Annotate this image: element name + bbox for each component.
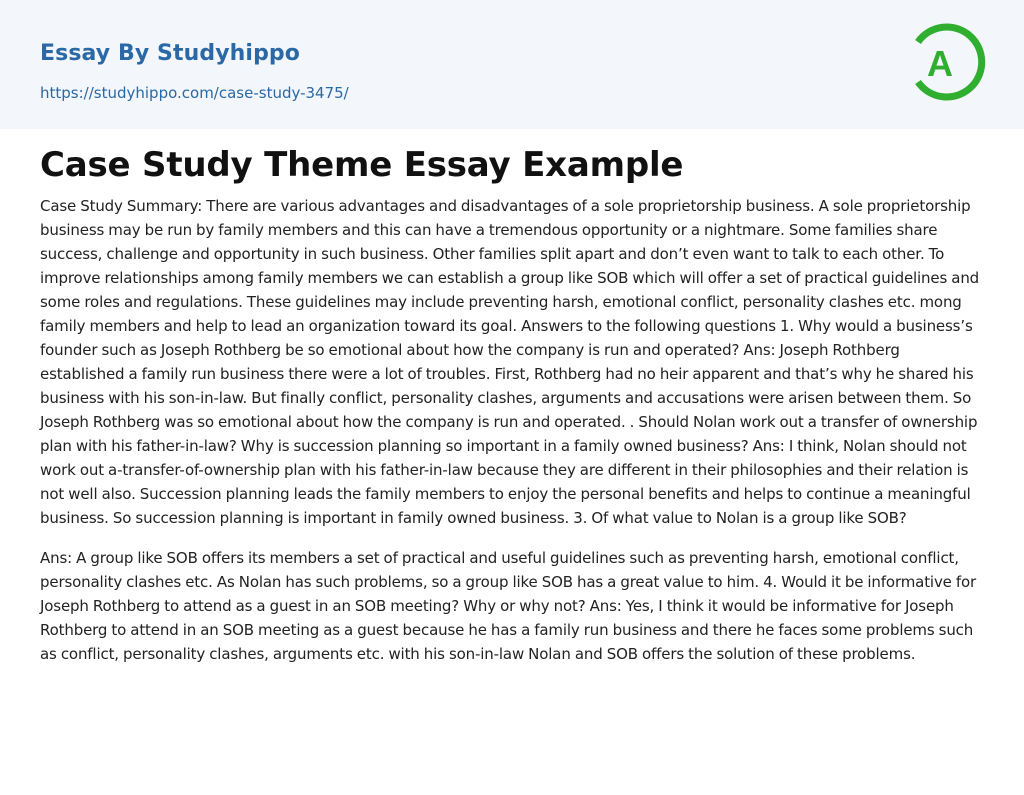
- site-header: [0, 0, 1024, 129]
- studyhippo-a-logo-icon[interactable]: [912, 19, 988, 105]
- essay-body: [40, 194, 988, 682]
- page-title: Case Study Theme Essay Example: [40, 145, 684, 185]
- source-url-link[interactable]: https://studyhippo.com/case-study-3475/: [40, 84, 349, 102]
- essay-paragraph-2: Ans: A group like SOB offers its members a set of practical and useful guidelines such as preventing harsh, emotional conflict, personality clashes etc. As Nolan has such problems, so a group like SOB has a great value to him. 4. Would it be informative for Joseph Rothberg to attend as a guest in an SOB meeting? Why or why not? Ans: Yes, I think it would be informative for Joseph Rothberg to attend in an SOB meeting as a guest because he has a family run business and there he faces some problems such as conflict, personality clashes, arguments etc. with his son-in-law Nolan and SOB offers the solution of these problems.: [40, 549, 977, 663]
- essay-paragraph-1: Case Study Summary: There are various advantages and disadvantages of a sole proprietorship business. A sole proprietorship business may be run by family members and this can have a tremendous opportunity or a nightmare. Some families share success, challenge and opportunity in such business. Other families split apart and don’t even want to talk to each other. To improve relationships among family members we can establish a group like SOB which will offer a set of practical guidelines and some roles and regulations. These guidelines may include preventing harsh, emotional conflict, personality clashes etc. mong family members and help to lead an organization toward its goal. Answers to the following questions 1. Why would a business’s founder such as Joseph Rothberg be so emotional about how the company is run and operated? Ans: Joseph Rothberg established a family run business there were a lot of troubles. First, Rothberg had no heir apparent and that’s why he shared his business with his son-in-law. But finally conflict, personality clashes, arguments and accusations were arisen between them. So Joseph Rothberg was so emotional about how the company is run and operated. . Should Nolan work out a transfer of ownership plan with his father-in-law? Why is succession planning so important in a family owned business? Ans: I think, Nolan should not work out a-transfer-of-ownership plan with his father-in-law because they are different in their philosophies and their relation is not well also. Succession planning leads the family members to enjoy the personal benefits and helps to continue a meaningful business. So succession planning is important in family owned business. 3. Of what value to Nolan is a group like SOB?: [40, 197, 980, 527]
- logo-letter: A: [927, 43, 953, 84]
- site-title[interactable]: Essay By Studyhippo: [40, 41, 300, 66]
